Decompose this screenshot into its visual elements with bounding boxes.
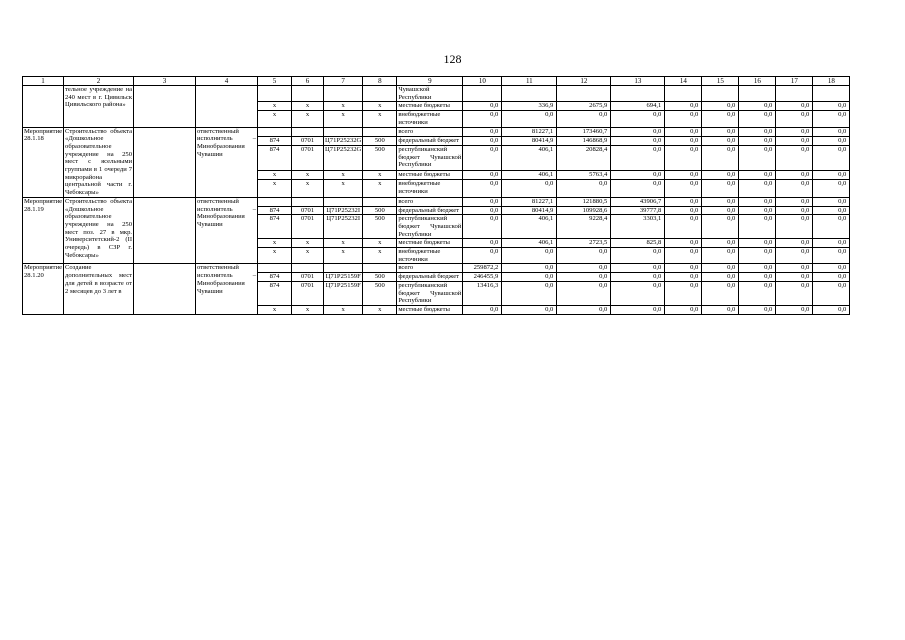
measure-code: Мероприятие 28.1.18 xyxy=(23,127,64,197)
kbk-expense-type: x xyxy=(363,111,397,127)
funding-source: федеральный бюджет xyxy=(397,206,463,215)
amount-cell: 0,0 xyxy=(665,171,702,180)
kbk-target: x xyxy=(324,248,363,264)
amount-cell xyxy=(463,86,502,102)
amount-cell: 0,0 xyxy=(776,171,813,180)
amount-cell: 0,0 xyxy=(813,264,850,273)
kbk-section xyxy=(292,264,324,273)
amount-cell: 0,0 xyxy=(557,248,611,264)
amount-cell: 0,0 xyxy=(702,180,739,197)
kbk-section: 0701 xyxy=(292,215,324,239)
header-cell: 17 xyxy=(776,77,813,86)
kbk-section: x xyxy=(292,305,324,314)
kbk-section: x xyxy=(292,111,324,127)
kbk-expense-type xyxy=(363,127,397,136)
amount-cell: 0,0 xyxy=(702,136,739,145)
amount-cell: 0,0 xyxy=(665,264,702,273)
amount-cell: 0,0 xyxy=(463,305,502,314)
amount-cell: 246455,9 xyxy=(463,273,502,282)
amount-cell xyxy=(702,86,739,102)
funding-source: внебюджетные источники xyxy=(397,248,463,264)
amount-cell xyxy=(502,86,557,102)
amount-cell: 406,1 xyxy=(502,145,557,170)
amount-cell: 0,0 xyxy=(776,145,813,170)
funding-source: внебюджетные источники xyxy=(397,180,463,197)
funding-source: федеральный бюджет xyxy=(397,273,463,282)
amount-cell: 0,0 xyxy=(739,305,776,314)
amount-cell: 0,0 xyxy=(611,264,665,273)
amount-cell: 2675,9 xyxy=(557,102,611,111)
amount-cell: 0,0 xyxy=(702,248,739,264)
amount-cell: 0,0 xyxy=(502,273,557,282)
measure-name: Строительство объекта «Дошкольное образовательное учреждение на 250 мест с ясельными группами в 1 очереди 7 микрорайона центральной части г. Чебоксары» xyxy=(65,127,133,197)
amount-cell: 81227,1 xyxy=(502,197,557,206)
amount-cell: 173460,7 xyxy=(557,127,611,136)
amount-cell: 0,0 xyxy=(739,102,776,111)
amount-cell: 0,0 xyxy=(611,136,665,145)
kbk-expense-type: 500 xyxy=(363,273,397,282)
kbk-grbs: 874 xyxy=(258,273,292,282)
amount-cell: 0,0 xyxy=(611,171,665,180)
amount-cell: 43906,7 xyxy=(611,197,665,206)
kbk-grbs: x xyxy=(258,305,292,314)
amount-cell: 0,0 xyxy=(739,145,776,170)
amount-cell: 0,0 xyxy=(776,136,813,145)
measure-code: Мероприятие 28.1.20 xyxy=(23,264,64,314)
kbk-section: 0701 xyxy=(292,136,324,145)
amount-cell: 0,0 xyxy=(502,281,557,305)
kbk-target: Ц71P25159F xyxy=(324,273,363,282)
amount-cell: 0,0 xyxy=(739,281,776,305)
kbk-section: x xyxy=(292,180,324,197)
amount-cell: 0,0 xyxy=(463,180,502,197)
amount-cell: 0,0 xyxy=(665,127,702,136)
amount-cell: 0,0 xyxy=(611,127,665,136)
amount-cell: 0,0 xyxy=(776,305,813,314)
kbk-grbs: 874 xyxy=(258,145,292,170)
funding-source: федеральный бюджет xyxy=(397,136,463,145)
amount-cell: 0,0 xyxy=(702,305,739,314)
amount-cell: 0,0 xyxy=(502,180,557,197)
kbk-grbs: x xyxy=(258,102,292,111)
amount-cell: 0,0 xyxy=(776,264,813,273)
kbk-expense-type xyxy=(363,264,397,273)
amount-cell: 0,0 xyxy=(813,102,850,111)
amount-cell: 406,1 xyxy=(502,171,557,180)
amount-cell: 0,0 xyxy=(463,239,502,248)
amount-cell: 0,0 xyxy=(813,180,850,197)
funding-source: местные бюджеты xyxy=(397,102,463,111)
amount-cell: 0,0 xyxy=(739,248,776,264)
amount-cell: 0,0 xyxy=(739,239,776,248)
kbk-target: Ц71P25232G xyxy=(325,136,362,144)
amount-cell: 0,0 xyxy=(463,102,502,111)
amount-cell: 259872,2 xyxy=(463,264,502,273)
amount-cell: 0,0 xyxy=(776,281,813,305)
amount-cell: 0,0 xyxy=(502,305,557,314)
responsible: ответственный исполнитель – Минобразования Чувашии xyxy=(196,127,258,197)
kbk-target xyxy=(324,264,363,273)
header-cell: 13 xyxy=(611,77,665,86)
amount-cell: 0,0 xyxy=(776,197,813,206)
amount-cell: 39777,8 xyxy=(611,206,665,215)
table-row xyxy=(23,197,850,206)
responsible: ответственный исполнитель – Минобразования Чувашии xyxy=(196,264,258,314)
funding-source: всего xyxy=(397,127,463,136)
amount-cell: 0,0 xyxy=(463,248,502,264)
amount-cell: 0,0 xyxy=(611,273,665,282)
col3-cell xyxy=(134,197,196,264)
header-cell: 6 xyxy=(292,77,324,86)
amount-cell: 20828,4 xyxy=(557,145,611,170)
kbk-expense-type: x xyxy=(363,102,397,111)
measure-name: тельное учреждение на 240 мест в г. Цивильск Цивильского района» xyxy=(64,86,134,128)
header-cell: 10 xyxy=(463,77,502,86)
kbk-target: Ц71P25232G xyxy=(324,145,363,170)
col3-cell xyxy=(134,264,196,314)
kbk-target: x xyxy=(324,171,363,180)
amount-cell xyxy=(665,86,702,102)
header-cell: 15 xyxy=(702,77,739,86)
amount-cell: 825,8 xyxy=(611,239,665,248)
kbk-expense-type: 500 xyxy=(363,281,397,305)
amount-cell: 0,0 xyxy=(463,206,502,215)
amount-cell: 0,0 xyxy=(739,127,776,136)
header-cell: 14 xyxy=(665,77,702,86)
amount-cell: 0,0 xyxy=(776,273,813,282)
table-row xyxy=(23,86,850,102)
amount-cell: 0,0 xyxy=(776,215,813,239)
kbk-target: x xyxy=(324,305,363,314)
amount-cell: 0,0 xyxy=(813,248,850,264)
kbk-section: 0701 xyxy=(292,273,324,282)
amount-cell: 0,0 xyxy=(776,239,813,248)
kbk-section: x xyxy=(292,171,324,180)
table-row xyxy=(23,127,850,136)
amount-cell: 0,0 xyxy=(776,111,813,127)
amount-cell: 0,0 xyxy=(702,206,739,215)
amount-cell: 0,0 xyxy=(611,180,665,197)
amount-cell: 0,0 xyxy=(463,215,502,239)
table-row xyxy=(23,264,850,273)
kbk-target: x xyxy=(324,239,363,248)
kbk-grbs: x xyxy=(258,248,292,264)
kbk-target: x xyxy=(324,102,363,111)
amount-cell: 0,0 xyxy=(463,111,502,127)
kbk-section xyxy=(292,197,324,206)
kbk-target xyxy=(324,127,363,136)
amount-cell: 0,0 xyxy=(502,264,557,273)
amount-cell: 0,0 xyxy=(739,206,776,215)
amount-cell: 80414,9 xyxy=(502,136,557,145)
amount-cell: 0,0 xyxy=(739,215,776,239)
kbk-grbs xyxy=(258,86,292,102)
amount-cell xyxy=(739,86,776,102)
kbk-grbs xyxy=(258,127,292,136)
kbk-target: Ц71P25159F xyxy=(324,281,363,305)
amount-cell: 0,0 xyxy=(813,136,850,145)
kbk-grbs: 874 xyxy=(258,281,292,305)
kbk-target: x xyxy=(324,180,363,197)
amount-cell: 0,0 xyxy=(557,305,611,314)
amount-cell: 0,0 xyxy=(702,197,739,206)
amount-cell: 0,0 xyxy=(665,111,702,127)
amount-cell: 0,0 xyxy=(776,248,813,264)
amount-cell: 0,0 xyxy=(813,197,850,206)
header-cell: 12 xyxy=(557,77,611,86)
funding-source: местные бюджеты xyxy=(397,239,463,248)
amount-cell: 0,0 xyxy=(813,127,850,136)
kbk-expense-type: x xyxy=(363,305,397,314)
amount-cell: 0,0 xyxy=(776,127,813,136)
kbk-target: Ц71P25232I xyxy=(324,215,363,239)
measure-name: Строительство объекта «Дошкольное образовательное учреждение на 250 мест поз. 27 в мкр. Университетский-2 (II очередь) в СЗР г. Чебоксары» xyxy=(64,197,134,264)
amount-cell: 0,0 xyxy=(739,171,776,180)
kbk-expense-type xyxy=(363,197,397,206)
kbk-target: x xyxy=(324,111,363,127)
responsible: ответственный исполнитель – Минобразования Чувашии xyxy=(196,197,258,264)
measure-code xyxy=(23,86,64,128)
header-cell: 16 xyxy=(739,77,776,86)
header-cell: 3 xyxy=(134,77,196,86)
amount-cell: 0,0 xyxy=(813,305,850,314)
amount-cell: 121880,5 xyxy=(557,197,611,206)
kbk-expense-type: 500 xyxy=(363,215,397,239)
amount-cell: 336,9 xyxy=(502,102,557,111)
kbk-section: 0701 xyxy=(292,145,324,170)
funding-source: республиканский бюджет Чувашской Республики xyxy=(397,145,463,170)
amount-cell: 0,0 xyxy=(665,281,702,305)
amount-cell: 3303,1 xyxy=(611,215,665,239)
amount-cell: 0,0 xyxy=(702,264,739,273)
amount-cell: 0,0 xyxy=(739,197,776,206)
amount-cell: 0,0 xyxy=(702,127,739,136)
responsible xyxy=(196,86,258,128)
kbk-section xyxy=(292,86,324,102)
amount-cell: 80414,9 xyxy=(502,206,557,215)
kbk-grbs: x xyxy=(258,171,292,180)
kbk-grbs: x xyxy=(258,239,292,248)
kbk-grbs xyxy=(258,197,292,206)
amount-cell: 0,0 xyxy=(611,145,665,170)
amount-cell: 0,0 xyxy=(557,281,611,305)
amount-cell: 0,0 xyxy=(463,127,502,136)
amount-cell: 0,0 xyxy=(776,206,813,215)
amount-cell: 0,0 xyxy=(665,180,702,197)
amount-cell: 0,0 xyxy=(665,145,702,170)
amount-cell: 0,0 xyxy=(813,171,850,180)
kbk-section: x xyxy=(292,102,324,111)
amount-cell: 0,0 xyxy=(702,102,739,111)
funding-source: местные бюджеты xyxy=(397,305,463,314)
kbk-expense-type: x xyxy=(363,180,397,197)
header-row xyxy=(23,77,850,86)
kbk-target xyxy=(324,86,363,102)
amount-cell: 0,0 xyxy=(813,145,850,170)
amount-cell xyxy=(557,86,611,102)
header-cell: 11 xyxy=(502,77,557,86)
header-cell: 9 xyxy=(397,77,463,86)
header-cell: 7 xyxy=(324,77,363,86)
amount-cell: 0,0 xyxy=(813,215,850,239)
amount-cell: 694,1 xyxy=(611,102,665,111)
amount-cell: 0,0 xyxy=(665,273,702,282)
kbk-grbs: 874 xyxy=(258,206,292,215)
funding-source: республиканский бюджет Чувашской Республики xyxy=(398,215,462,238)
amount-cell: 0,0 xyxy=(702,111,739,127)
kbk-grbs: x xyxy=(258,180,292,197)
measure-code: Мероприятие 28.1.19 xyxy=(23,197,64,264)
amount-cell: 0,0 xyxy=(776,102,813,111)
kbk-grbs: 874 xyxy=(258,215,292,239)
amount-cell: 0,0 xyxy=(739,180,776,197)
amount-cell: 0,0 xyxy=(611,281,665,305)
kbk-expense-type: 500 xyxy=(363,145,397,170)
amount-cell: 0,0 xyxy=(813,281,850,305)
funding-source: местные бюджеты xyxy=(397,171,463,180)
amount-cell: 0,0 xyxy=(702,145,739,170)
amount-cell: 0,0 xyxy=(702,215,739,239)
kbk-section: 0701 xyxy=(292,206,324,215)
amount-cell: 0,0 xyxy=(611,111,665,127)
amount-cell: 0,0 xyxy=(665,136,702,145)
amount-cell: 0,0 xyxy=(702,171,739,180)
kbk-expense-type: 500 xyxy=(363,136,397,145)
amount-cell: 146868,9 xyxy=(557,136,611,145)
kbk-target xyxy=(324,197,363,206)
amount-cell: 406,1 xyxy=(502,215,557,239)
header-cell: 5 xyxy=(258,77,292,86)
funding-source: внебюджетные источники xyxy=(397,111,463,127)
amount-cell: 0,0 xyxy=(739,273,776,282)
amount-cell: 0,0 xyxy=(557,273,611,282)
kbk-section: 0701 xyxy=(292,281,324,305)
kbk-grbs xyxy=(258,264,292,273)
kbk-expense-type: x xyxy=(363,171,397,180)
kbk-expense-type: x xyxy=(363,239,397,248)
amount-cell: 0,0 xyxy=(739,136,776,145)
amount-cell: 2723,5 xyxy=(557,239,611,248)
amount-cell: 0,0 xyxy=(702,273,739,282)
amount-cell: 406,1 xyxy=(502,239,557,248)
amount-cell: 0,0 xyxy=(739,111,776,127)
amount-cell: 81227,1 xyxy=(502,127,557,136)
amount-cell: 13416,3 xyxy=(463,281,502,305)
funding-source: республиканский бюджет Чувашской Республики xyxy=(398,281,462,305)
amount-cell: 0,0 xyxy=(813,239,850,248)
amount-cell: 0,0 xyxy=(702,281,739,305)
kbk-section xyxy=(292,127,324,136)
amount-cell xyxy=(776,86,813,102)
page-number: 128 xyxy=(443,52,462,66)
amount-cell: 0,0 xyxy=(665,102,702,111)
kbk-expense-type xyxy=(363,86,397,102)
amount-cell: 0,0 xyxy=(665,239,702,248)
amount-cell: 0,0 xyxy=(463,136,502,145)
header-cell: 18 xyxy=(813,77,850,86)
measure-name: Создание дополнительных мест для детей в возрасте от 2 месяцев до 3 лет в xyxy=(64,264,134,314)
header-cell: 4 xyxy=(196,77,258,86)
amount-cell: 0,0 xyxy=(557,264,611,273)
funding-source: Чувашской Республики xyxy=(397,86,463,102)
col3-cell xyxy=(134,127,196,197)
kbk-grbs: 874 xyxy=(258,136,292,145)
col3-cell xyxy=(134,86,196,128)
amount-cell: 0,0 xyxy=(813,206,850,215)
kbk-expense-type: 500 xyxy=(363,206,397,215)
header-cell: 8 xyxy=(363,77,397,86)
kbk-section: x xyxy=(292,239,324,248)
amount-cell: 5763,4 xyxy=(557,171,611,180)
amount-cell: 0,0 xyxy=(665,197,702,206)
header-cell: 2 xyxy=(64,77,134,86)
amount-cell: 0,0 xyxy=(665,215,702,239)
kbk-expense-type: x xyxy=(363,248,397,264)
amount-cell: 109928,6 xyxy=(557,206,611,215)
kbk-grbs: x xyxy=(258,111,292,127)
kbk-target: Ц71P25232I xyxy=(324,206,363,215)
amount-cell xyxy=(813,86,850,102)
amount-cell: 0,0 xyxy=(739,264,776,273)
amount-cell: 0,0 xyxy=(557,111,611,127)
amount-cell xyxy=(611,86,665,102)
funding-source: всего xyxy=(397,197,463,206)
amount-cell: 0,0 xyxy=(502,111,557,127)
amount-cell: 0,0 xyxy=(611,248,665,264)
amount-cell: 0,0 xyxy=(502,248,557,264)
header-cell: 1 xyxy=(23,77,64,86)
amount-cell: 0,0 xyxy=(463,197,502,206)
funding-source: всего xyxy=(397,264,463,273)
amount-cell: 0,0 xyxy=(813,273,850,282)
amount-cell: 0,0 xyxy=(557,180,611,197)
amount-cell: 0,0 xyxy=(813,111,850,127)
kbk-section: x xyxy=(292,248,324,264)
budget-table xyxy=(22,76,850,315)
amount-cell: 0,0 xyxy=(776,180,813,197)
amount-cell: 0,0 xyxy=(665,206,702,215)
amount-cell: 9228,4 xyxy=(557,215,611,239)
amount-cell: 0,0 xyxy=(665,248,702,264)
amount-cell: 0,0 xyxy=(463,145,502,170)
amount-cell: 0,0 xyxy=(611,305,665,314)
amount-cell: 0,0 xyxy=(702,239,739,248)
amount-cell: 0,0 xyxy=(665,305,702,314)
amount-cell: 0,0 xyxy=(463,171,502,180)
